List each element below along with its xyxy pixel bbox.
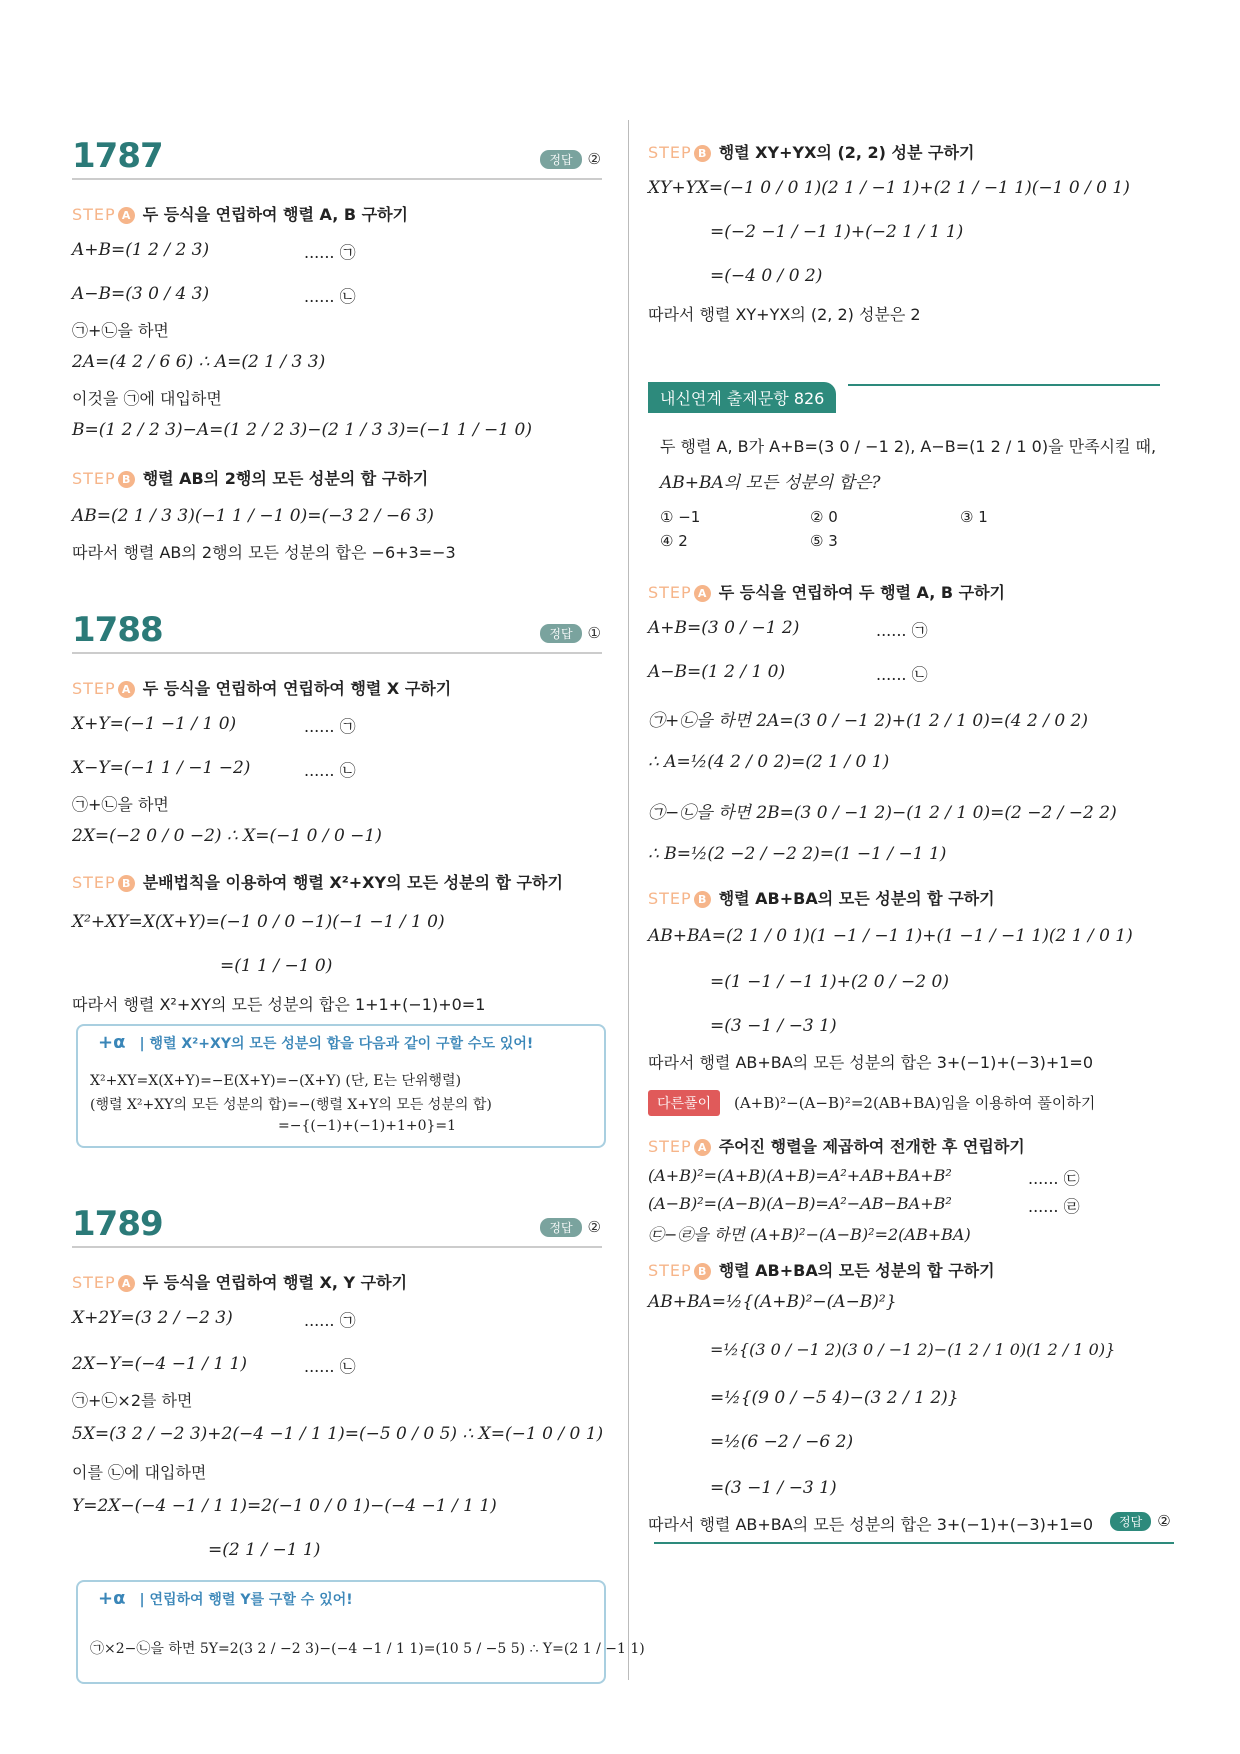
alt-step-b-heading bbox=[648, 1258, 995, 1281]
answer-badge: 정답 bbox=[1110, 1512, 1151, 1531]
tip-box bbox=[76, 1580, 645, 1684]
equation: ㉠+㉡을 하면 2A=(3 0 / −1 2)+(1 2 / 1 0)=(4 2 / 0 2) bbox=[648, 711, 1089, 731]
step-a-heading bbox=[72, 202, 408, 225]
equation: X+2Y=(3 2 / −2 3) bbox=[72, 1308, 233, 1328]
equation: =½{(3 0 / −1 2)(3 0 / −1 2)−(1 2 / 1 0)(1 2 / 1 0)} bbox=[710, 1340, 1116, 1359]
choice-1: ① −1 bbox=[660, 508, 701, 526]
step-b-heading bbox=[648, 886, 995, 909]
problem-number-1789: 1789 bbox=[72, 1204, 163, 1244]
step-letter-a: A bbox=[118, 207, 135, 224]
equation: =(3 −1 / −3 1) bbox=[710, 1016, 837, 1036]
equation: =(1 1 / −1 0) bbox=[220, 956, 333, 976]
tip-line: =−{(−1)+(−1)+1+0}=1 bbox=[278, 1118, 457, 1134]
equation: 5X=(3 2 / −2 3)+2(−4 −1 / 1 1)=(−5 0 / 0 5) ∴ X=(−1 0 / 0 1) bbox=[72, 1424, 604, 1444]
step-label: STEP bbox=[648, 583, 692, 602]
answer-value: ② bbox=[587, 1218, 601, 1236]
answer-badge: 정답 bbox=[540, 624, 581, 643]
answer-value: ② bbox=[587, 150, 601, 168]
equation: =(2 1 / −1 1) bbox=[208, 1540, 321, 1560]
step-label: STEP bbox=[72, 873, 116, 892]
equation: XY+YX=(−1 0 / 0 1)(2 1 / −1 1)+(2 1 / −1 1)(−1 0 / 0 1) bbox=[648, 178, 1130, 198]
step-label: STEP bbox=[648, 143, 692, 162]
section-rule bbox=[72, 1246, 602, 1248]
conclusion: 따라서 행렬 AB+BA의 모든 성분의 합은 3+(−1)+(−3)+1=0 bbox=[648, 1053, 1093, 1072]
text-line: ㉠+㉡×2를 하면 bbox=[72, 1391, 193, 1410]
step-letter-b: B bbox=[694, 145, 711, 162]
equation-tag: ...... ㉠ bbox=[876, 621, 928, 640]
conclusion: 따라서 행렬 XY+YX의 (2, 2) 성분은 2 bbox=[648, 305, 921, 324]
answer-badge: 정답 bbox=[540, 1218, 581, 1237]
equation: AB+BA=(2 1 / 0 1)(1 −1 / −1 1)+(1 −1 / −1 1)(2 1 / 0 1) bbox=[648, 926, 1133, 946]
section-end-rule bbox=[654, 1542, 1174, 1544]
column-divider bbox=[628, 120, 629, 1680]
step-letter-b: B bbox=[118, 471, 135, 488]
equation: X²+XY=X(X+Y)=(−1 0 / 0 −1)(−1 −1 / 1 0) bbox=[72, 912, 445, 932]
problem-number-1787: 1787 bbox=[72, 136, 163, 176]
question-line: 두 행렬 A, B가 A+B=(3 0 / −1 2), A−B=(1 2 / 1 0)을 만족시킬 때, bbox=[660, 437, 1157, 456]
step-letter-a: A bbox=[118, 681, 135, 698]
section-rule bbox=[72, 178, 602, 180]
problem-number-1788: 1788 bbox=[72, 610, 163, 650]
step-a-title: 두 등식을 연립하여 행렬 X, Y 구하기 bbox=[142, 1273, 408, 1292]
equation: AB=(2 1 / 3 3)(−1 1 / −1 0)=(−3 2 / −6 3) bbox=[72, 506, 434, 526]
step-label: STEP bbox=[648, 1137, 692, 1156]
text-line: 이것을 ㉠에 대입하면 bbox=[72, 389, 222, 408]
equation: ㉠−㉡을 하면 2B=(3 0 / −1 2)−(1 2 / 1 0)=(2 −2 / −2 2) bbox=[648, 803, 1117, 823]
choice-5: ⑤ 3 bbox=[810, 532, 838, 550]
step-a-title: 두 등식을 연립하여 연립하여 행렬 X 구하기 bbox=[142, 679, 452, 698]
answer-value: ① bbox=[587, 624, 601, 642]
tip-line: X²+XY=X(X+Y)=−E(X+Y)=−(X+Y) (단, E는 단위행렬) bbox=[90, 1073, 462, 1089]
equation: Y=2X−(−4 −1 / 1 1)=2(−1 0 / 0 1)−(−4 −1 / 1 1) bbox=[72, 1496, 497, 1516]
equation-tag: ...... ㉡ bbox=[304, 1357, 356, 1376]
tip-box-title: | 행렬 X²+XY의 모든 성분의 합을 다음과 같이 구할 수도 있어! bbox=[139, 1036, 534, 1052]
alt-solution-tag: 다른풀이 bbox=[648, 1090, 720, 1116]
equation: =(−2 −1 / −1 1)+(−2 1 / 1 1) bbox=[710, 222, 964, 242]
choice-2: ② 0 bbox=[810, 508, 838, 526]
equation-tag: ...... ㉣ bbox=[1028, 1197, 1080, 1216]
equation: AB+BA=½{(A+B)²−(A−B)²} bbox=[648, 1292, 897, 1312]
step-b-heading bbox=[648, 140, 974, 163]
answer-value: ② bbox=[1157, 1512, 1171, 1530]
step-a-title: 두 등식을 연립하여 행렬 A, B 구하기 bbox=[142, 205, 408, 224]
text-line: ㉠+㉡을 하면 bbox=[72, 795, 169, 814]
answer-badge: 정답 bbox=[540, 150, 581, 169]
equation: (A+B)²=(A+B)(A+B)=A²+AB+BA+B² bbox=[648, 1166, 952, 1185]
step-label: STEP bbox=[648, 1261, 692, 1280]
choice-4: ④ 2 bbox=[660, 532, 688, 550]
equation: 2X=(−2 0 / 0 −2) ∴ X=(−1 0 / 0 −1) bbox=[72, 826, 382, 846]
conclusion: 따라서 행렬 X²+XY의 모든 성분의 합은 1+1+(−1)+0=1 bbox=[72, 995, 486, 1014]
conclusion: 따라서 행렬 AB+BA의 모든 성분의 합은 3+(−1)+(−3)+1=0 bbox=[648, 1515, 1093, 1534]
equation: (A−B)²=(A−B)(A−B)=A²−AB−BA+B² bbox=[648, 1194, 952, 1213]
equation: A−B=(3 0 / 4 3) bbox=[72, 284, 210, 304]
answer-1789 bbox=[540, 1218, 601, 1237]
tip-box-heading bbox=[98, 1032, 533, 1053]
step-b-title: 행렬 AB의 2행의 모든 성분의 합 구하기 bbox=[142, 469, 429, 488]
answer-1787 bbox=[540, 150, 601, 169]
equation: ㉢−㉣을 하면 (A+B)²−(A−B)²=2(AB+BA) bbox=[648, 1225, 971, 1244]
equation: A+B=(3 0 / −1 2) bbox=[648, 618, 800, 638]
tip-box-heading bbox=[98, 1588, 353, 1609]
equation: 2A=(4 2 / 6 6) ∴ A=(2 1 / 3 3) bbox=[72, 352, 326, 372]
text-line: 이를 ㉡에 대입하면 bbox=[72, 1463, 207, 1482]
text-line: ㉠+㉡을 하면 bbox=[72, 321, 169, 340]
related-problem-tag: 내신연계 출제문항 826 bbox=[648, 382, 836, 413]
step-a-heading bbox=[648, 580, 1005, 603]
step-b-heading bbox=[72, 870, 563, 893]
step-letter-b: B bbox=[118, 875, 135, 892]
step-letter-a: A bbox=[694, 585, 711, 602]
equation-tag: ...... ㉡ bbox=[304, 761, 356, 780]
equation: X+Y=(−1 −1 / 1 0) bbox=[72, 714, 237, 734]
step-a-heading bbox=[72, 676, 451, 699]
step-a-heading bbox=[72, 1270, 407, 1293]
step-a-title: 두 등식을 연립하여 두 행렬 A, B 구하기 bbox=[718, 583, 1006, 602]
question-line: AB+BA의 모든 성분의 합은? bbox=[660, 473, 881, 493]
alt-step-a-heading bbox=[648, 1134, 1025, 1157]
equation-tag: ...... ㉠ bbox=[304, 717, 356, 736]
tip-box bbox=[76, 1024, 606, 1148]
answer-826 bbox=[1110, 1512, 1171, 1531]
alt-solution-title: (A+B)²−(A−B)²=2(AB+BA)임을 이용하여 풀이하기 bbox=[734, 1094, 1096, 1112]
conclusion: 따라서 행렬 AB의 2행의 모든 성분의 합은 −6+3=−3 bbox=[72, 543, 456, 562]
equation-tag: ...... ㉠ bbox=[304, 1311, 356, 1330]
equation: A−B=(1 2 / 1 0) bbox=[648, 662, 786, 682]
equation-tag: ...... ㉢ bbox=[1028, 1169, 1080, 1188]
step-label: STEP bbox=[72, 1273, 116, 1292]
equation-tag: ...... ㉡ bbox=[876, 665, 928, 684]
equation: =(1 −1 / −1 1)+(2 0 / −2 0) bbox=[710, 972, 949, 992]
equation: ∴ B=½(2 −2 / −2 2)=(1 −1 / −1 1) bbox=[648, 844, 947, 864]
equation: B=(1 2 / 2 3)−A=(1 2 / 2 3)−(2 1 / 3 3)=(−1 1 / −1 0) bbox=[72, 420, 532, 440]
alpha-icon: +α bbox=[98, 1032, 126, 1053]
step-b-title: 행렬 XY+YX의 (2, 2) 성분 구하기 bbox=[718, 143, 975, 162]
step-label: STEP bbox=[648, 889, 692, 908]
section-rule bbox=[72, 652, 602, 654]
alt-step-a-title: 주어진 행렬을 제곱하여 전개한 후 연립하기 bbox=[718, 1137, 1025, 1156]
step-label: STEP bbox=[72, 469, 116, 488]
step-letter-b: B bbox=[694, 891, 711, 908]
tag-rule bbox=[848, 384, 1160, 386]
step-letter-a: A bbox=[694, 1139, 711, 1156]
equation-tag: ...... ㉠ bbox=[304, 243, 356, 262]
equation: =½(6 −2 / −6 2) bbox=[710, 1432, 854, 1452]
step-letter-a: A bbox=[118, 1275, 135, 1292]
tip-line: (행렬 X²+XY의 모든 성분의 합)=−(행렬 X+Y의 모든 성분의 합) bbox=[90, 1097, 492, 1113]
step-b-heading bbox=[72, 466, 428, 489]
step-label: STEP bbox=[72, 205, 116, 224]
equation: X−Y=(−1 1 / −1 −2) bbox=[72, 758, 251, 778]
equation-tag: ...... ㉡ bbox=[304, 287, 356, 306]
equation: 2X−Y=(−4 −1 / 1 1) bbox=[72, 1354, 247, 1374]
alt-step-b-title: 행렬 AB+BA의 모든 성분의 합 구하기 bbox=[718, 1261, 995, 1280]
step-label: STEP bbox=[72, 679, 116, 698]
step-b-title: 분배법칙을 이용하여 행렬 X²+XY의 모든 성분의 합 구하기 bbox=[142, 873, 563, 892]
equation: =(−4 0 / 0 2) bbox=[710, 266, 823, 286]
tip-line: ㉠×2−㉡을 하면 5Y=2(3 2 / −2 3)−(−4 −1 / 1 1)=(10 5 / −5 5) ∴ Y=(2 1 / −1 1) bbox=[90, 1641, 645, 1657]
choice-3: ③ 1 bbox=[960, 508, 988, 526]
alpha-icon: +α bbox=[98, 1588, 126, 1609]
answer-1788 bbox=[540, 624, 601, 643]
step-letter-b: B bbox=[694, 1263, 711, 1280]
tip-box-title: | 연립하여 행렬 Y를 구할 수 있어! bbox=[139, 1592, 353, 1608]
equation: =½{(9 0 / −5 4)−(3 2 / 1 2)} bbox=[710, 1388, 959, 1408]
equation: ∴ A=½(4 2 / 0 2)=(2 1 / 0 1) bbox=[648, 752, 890, 772]
equation: =(3 −1 / −3 1) bbox=[710, 1478, 837, 1498]
equation: A+B=(1 2 / 2 3) bbox=[72, 240, 210, 260]
step-b-title: 행렬 AB+BA의 모든 성분의 합 구하기 bbox=[718, 889, 995, 908]
